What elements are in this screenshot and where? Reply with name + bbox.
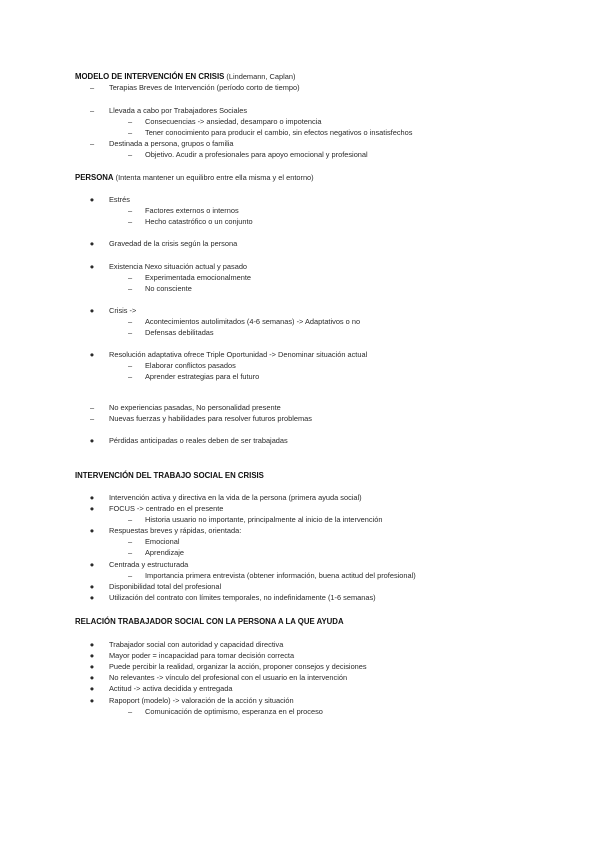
section-title: INTERVENCIÓN DEL TRABAJO SOCIAL EN CRISIS bbox=[75, 471, 264, 480]
bullet-marker: ● bbox=[89, 560, 95, 569]
section-heading bbox=[75, 173, 314, 183]
list-item: Utilización del contrato con límites temporales, no indefinidamente (1-6 semanas) bbox=[109, 593, 376, 602]
list-item: No relevantes -> vínculo del profesional con el usuario en la intervención bbox=[109, 673, 348, 682]
list-subitem: Experimentada emocionalmente bbox=[145, 273, 251, 282]
list-item: Gravedad de la crisis según la persona bbox=[109, 239, 238, 248]
list-item: Respuestas breves y rápidas, orientada: bbox=[109, 526, 242, 535]
dash-marker: – bbox=[89, 139, 95, 148]
list-item: Terapias Breves de Intervención (período corto de tiempo) bbox=[109, 83, 300, 92]
dash-marker: – bbox=[127, 707, 133, 716]
list-subitem: Tener conocimiento para producir el cambio, sin efectos negativos o insatisfechos bbox=[145, 128, 413, 137]
section-title: MODELO DE INTERVENCIÓN EN CRISIS bbox=[75, 72, 225, 81]
dash-marker: – bbox=[127, 317, 133, 326]
dash-marker: – bbox=[127, 117, 133, 126]
list-subitem: Aprendizaje bbox=[145, 548, 185, 557]
list-item: Mayor poder = incapacidad para tomar decisión correcta bbox=[109, 651, 295, 660]
bullet-marker: ● bbox=[89, 239, 95, 248]
section-subtitle: (Lindemann, Caplan) bbox=[224, 72, 296, 81]
dash-marker: – bbox=[127, 372, 133, 381]
bullet-marker: ● bbox=[89, 696, 95, 705]
list-subitem: No consciente bbox=[145, 284, 192, 293]
dash-marker: – bbox=[127, 128, 133, 137]
list-subitem: Importancia primera entrevista (obtener información, buena actitud del profesional) bbox=[145, 571, 416, 580]
dash-marker: – bbox=[127, 217, 133, 226]
list-item: Llevada a cabo por Trabajadores Sociales bbox=[109, 106, 248, 115]
list-item: Nuevas fuerzas y habilidades para resolver futuros problemas bbox=[109, 414, 312, 423]
bullet-marker: ● bbox=[89, 493, 95, 502]
list-subitem: Hecho catastrófico o un conjunto bbox=[145, 217, 253, 226]
list-subitem: Elaborar conflictos pasados bbox=[145, 361, 236, 370]
dash-marker: – bbox=[127, 361, 133, 370]
list-item: Existencia Nexo situación actual y pasado bbox=[109, 262, 248, 271]
bullet-marker: ● bbox=[89, 662, 95, 671]
dash-marker: – bbox=[89, 403, 95, 412]
bullet-marker: ● bbox=[89, 651, 95, 660]
list-subitem: Historia usuario no importante, principalmente al inicio de la intervención bbox=[145, 515, 383, 524]
dash-marker: – bbox=[127, 515, 133, 524]
list-item: Crisis -> bbox=[109, 306, 137, 315]
list-subitem: Emocional bbox=[145, 537, 180, 546]
bullet-marker: ● bbox=[89, 195, 95, 204]
list-subitem: Defensas debilitadas bbox=[145, 328, 214, 337]
list-item: Pérdidas anticipadas o reales deben de ser trabajadas bbox=[109, 436, 288, 445]
dash-marker: – bbox=[127, 206, 133, 215]
bullet-marker: ● bbox=[89, 582, 95, 591]
list-item: FOCUS -> centrado en el presente bbox=[109, 504, 224, 513]
list-subitem: Consecuencias -> ansiedad, desamparo o impotencia bbox=[145, 117, 322, 126]
bullet-marker: ● bbox=[89, 684, 95, 693]
bullet-marker: ● bbox=[89, 306, 95, 315]
list-subitem: Factores externos o internos bbox=[145, 206, 239, 215]
list-item: Centrada y estructurada bbox=[109, 560, 189, 569]
list-item: Disponibilidad total del profesional bbox=[109, 582, 222, 591]
list-item: Intervención activa y directiva en la vida de la persona (primera ayuda social) bbox=[109, 493, 362, 502]
dash-marker: – bbox=[127, 328, 133, 337]
dash-marker: – bbox=[127, 150, 133, 159]
dash-marker: – bbox=[127, 571, 133, 580]
list-item: Estrés bbox=[109, 195, 130, 204]
section-title: PERSONA bbox=[75, 173, 114, 182]
bullet-marker: ● bbox=[89, 673, 95, 682]
dash-marker: – bbox=[127, 273, 133, 282]
bullet-marker: ● bbox=[89, 262, 95, 271]
bullet-marker: ● bbox=[89, 504, 95, 513]
dash-marker: – bbox=[89, 106, 95, 115]
list-item: Actitud -> activa decidida y entregada bbox=[109, 684, 233, 693]
dash-marker: – bbox=[127, 284, 133, 293]
list-subitem: Comunicación de optimismo, esperanza en el proceso bbox=[145, 707, 323, 716]
section-heading bbox=[75, 72, 295, 82]
list-item: Puede percibir la realidad, organizar la acción, proponer consejos y decisiones bbox=[109, 662, 367, 671]
dash-marker: – bbox=[127, 548, 133, 557]
bullet-marker: ● bbox=[89, 526, 95, 535]
section-title: RELACIÓN TRABAJADOR SOCIAL CON LA PERSONA A LA QUE AYUDA bbox=[75, 617, 344, 626]
list-item: Trabajador social con autoridad y capacidad directiva bbox=[109, 640, 284, 649]
list-subitem: Acontecimientos autolimitados (4-6 semanas) -> Adaptativos o no bbox=[145, 317, 361, 326]
list-subitem: Objetivo. Acudir a profesionales para apoyo emocional y profesional bbox=[145, 150, 368, 159]
bullet-marker: ● bbox=[89, 436, 95, 445]
section-subtitle: (Intenta mantener un equilibro entre ella misma y el entorno) bbox=[113, 173, 314, 182]
list-subitem: Aprender estrategias para el futuro bbox=[145, 372, 260, 381]
section-heading bbox=[75, 617, 344, 627]
list-item: Resolución adaptativa ofrece Triple Oportunidad -> Denominar situación actual bbox=[109, 350, 368, 359]
dash-marker: – bbox=[89, 414, 95, 423]
list-item: Rapoport (modelo) -> valoración de la acción y situación bbox=[109, 696, 294, 705]
bullet-marker: ● bbox=[89, 593, 95, 602]
list-item: Destinada a persona, grupos o familia bbox=[109, 139, 234, 148]
section-heading bbox=[75, 471, 264, 481]
list-item: No experiencias pasadas, No personalidad presente bbox=[109, 403, 281, 412]
dash-marker: – bbox=[89, 83, 95, 92]
bullet-marker: ● bbox=[89, 640, 95, 649]
dash-marker: – bbox=[127, 537, 133, 546]
bullet-marker: ● bbox=[89, 350, 95, 359]
